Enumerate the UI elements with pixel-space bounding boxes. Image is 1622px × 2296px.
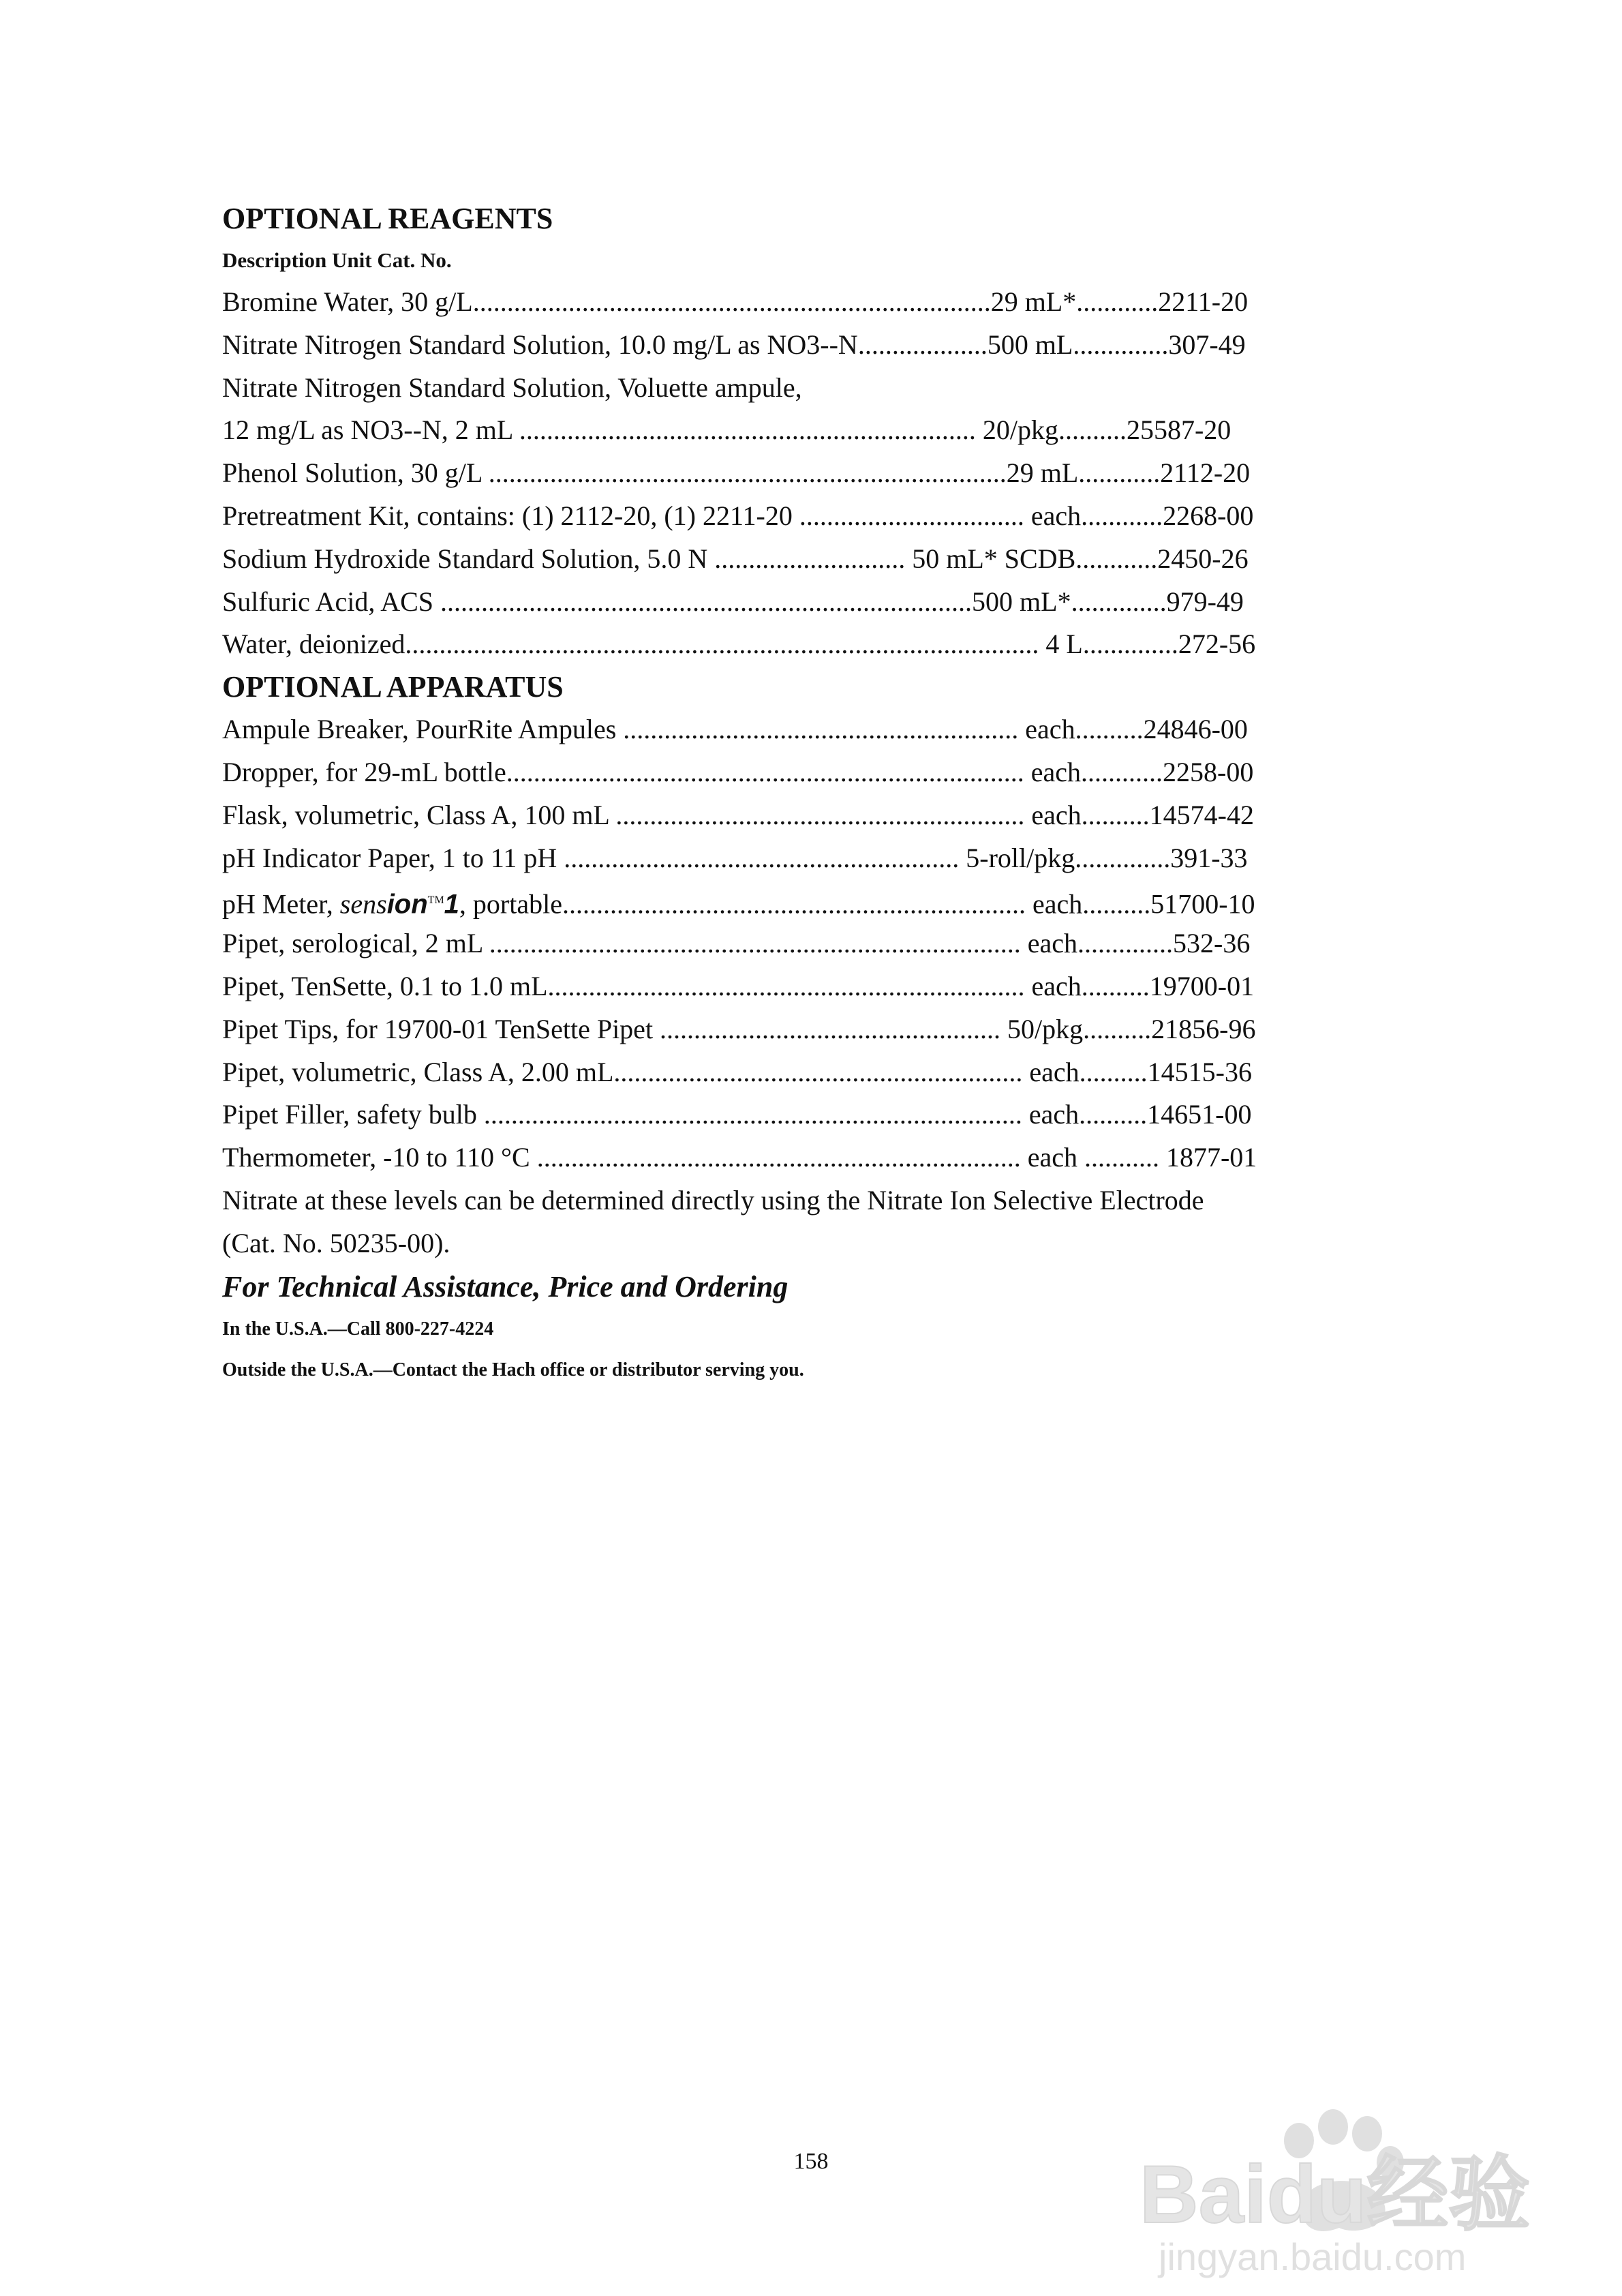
- ph-meter-suffix: , portable.................................................................... each..........51700-10: [459, 888, 1255, 920]
- reagent-item: Bromine Water, 30 g/L............................................................................29 mL*............2211-20: [222, 286, 1249, 317]
- reagent-item: Phenol Solution, 30 g/L ............................................................................29 mL............2112-20: [222, 457, 1251, 489]
- apparatus-item: Pipet, TenSette, 0.1 to 1.0 mL...................................................................... each..........19700-01: [222, 970, 1255, 1001]
- page-number: 158: [793, 2149, 829, 2174]
- reagent-item: Sodium Hydroxide Standard Solution, 5.0 N ............................ 50 mL* SCDB............2450-26: [222, 543, 1249, 574]
- electrode-note-line2: (Cat. No. 50235-00).: [222, 1227, 450, 1258]
- electrode-note-line1: Nitrate at these levels can be determined directly using the Nitrate Ion Selective Electrode: [222, 1184, 1204, 1215]
- reagent-item: Pretreatment Kit, contains: (1) 2112-20, (1) 2211-20 ................................. each............2268-00: [222, 500, 1254, 531]
- apparatus-item: Ampule Breaker, PourRite Ampules .......................................................... each..........24846-00: [222, 714, 1248, 745]
- reagents-column-headers: Description Unit Cat. No.: [222, 248, 452, 272]
- contact-heading: For Technical Assistance, Price and Ordering: [222, 1269, 789, 1303]
- ph-meter-prefix: pH Meter,: [222, 888, 340, 920]
- apparatus-item: Pipet Filler, safety bulb ............................................................................... each..........14651-00: [222, 1099, 1252, 1130]
- reagent-item: 12 mg/L as NO3--N, 2 mL ................................................................... 20/pkg..........25587-20: [222, 414, 1231, 446]
- sension-brand-part2: ion: [386, 889, 428, 920]
- reagent-item: Nitrate Nitrogen Standard Solution, 10.0 mg/L as NO3--N...................500 mL..............307-49: [222, 329, 1246, 360]
- sension-brand-part3: 1: [444, 889, 459, 920]
- contact-usa: In the U.S.A.—Call 800-227-4224: [222, 1318, 494, 1340]
- reagents-heading: OPTIONAL REAGENTS: [222, 202, 553, 235]
- trademark-mark: TM: [427, 894, 444, 907]
- watermark-brand-text: Baidu经验: [1139, 2149, 1531, 2240]
- apparatus-heading: OPTIONAL APPARATUS: [222, 670, 564, 704]
- page-content: [222, 198, 1394, 1391]
- reagent-item: Sulfuric Acid, ACS ..............................................................................500 mL*..............979-49: [222, 586, 1244, 617]
- sension-brand-part1: sens: [339, 888, 387, 920]
- electrode-note: [222, 1179, 1394, 1265]
- reagents-list: [222, 281, 1394, 666]
- apparatus-item-ph-meter: [222, 879, 1394, 922]
- contact-outside: Outside the U.S.A.—Contact the Hach office or distributor serving you.: [222, 1359, 804, 1380]
- apparatus-item: Pipet, serological, 2 mL .............................................................................. each..............532-36: [222, 928, 1251, 959]
- reagent-item: Water, deionized............................................................................................. 4 L..............272-56: [222, 629, 1256, 660]
- apparatus-list: [222, 708, 1394, 1179]
- apparatus-item: Dropper, for 29-mL bottle............................................................................ each............2258-00: [222, 756, 1254, 787]
- watermark-url: jingyan.baidu.com: [1159, 2235, 1467, 2278]
- apparatus-item: Flask, volumetric, Class A, 100 mL ............................................................ each..........14574-42: [222, 799, 1254, 830]
- apparatus-item: Pipet, volumetric, Class A, 2.00 mL............................................................ each..........14515-36: [222, 1056, 1252, 1087]
- apparatus-item: pH Indicator Paper, 1 to 11 pH .......................................................... 5-roll/pkg..............391-33: [222, 842, 1248, 873]
- apparatus-item: Thermometer, -10 to 110 °C ....................................................................... each ........... 1877-01: [222, 1142, 1257, 1173]
- apparatus-item: Pipet Tips, for 19700-01 TenSette Pipet .................................................. 50/pkg..........21856-96: [222, 1013, 1256, 1044]
- baidu-watermark-logo: [1131, 2106, 1608, 2284]
- reagent-item: Nitrate Nitrogen Standard Solution, Voluette ampule,: [222, 372, 802, 403]
